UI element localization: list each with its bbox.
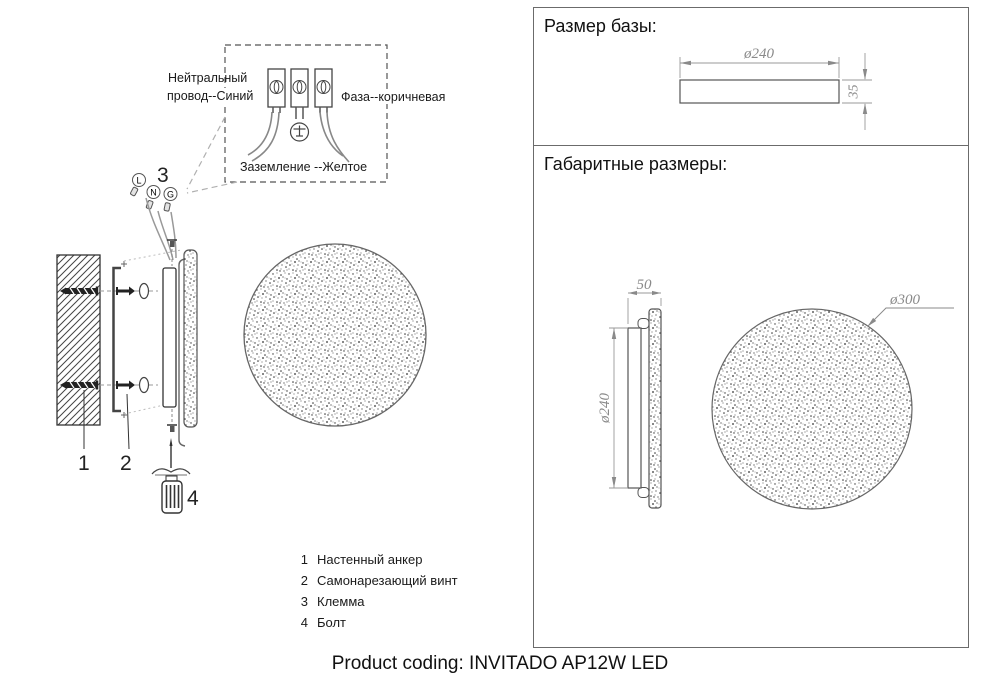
base-diameter-dim: ø240 (744, 46, 774, 62)
legend-label: Настенный анкер (317, 552, 423, 567)
callout-leader-2 (127, 394, 129, 449)
product-coding: Product coding: INVITADO AP12W LED (331, 653, 669, 674)
terminal-letter-L: L (136, 175, 142, 186)
terminal-block-ground (291, 69, 308, 119)
terminal-block-phase (315, 69, 332, 113)
crimp-connector (164, 202, 171, 211)
leader-line (187, 117, 225, 189)
lamp-cap-top (638, 319, 649, 329)
ground-wire-label: Заземление --Желтое (240, 160, 368, 174)
depth-dim: 50 (636, 277, 652, 293)
phase-wire-label: Фаза--коричневая (341, 90, 446, 104)
legend-item-bolt (296, 612, 458, 633)
lamp-front-view-dimensioned (712, 309, 912, 509)
callout-3: 3 (157, 164, 169, 187)
bracket-screw-mark-bottom (121, 412, 127, 418)
self-tapping-screw-lower (117, 378, 149, 393)
bracket-screw-mark-top (121, 261, 127, 267)
legend-num: 4 (300, 615, 308, 630)
base-size-title: Размер базы: (544, 16, 657, 36)
base-diameter-dim-side: ø240 (597, 393, 613, 423)
callout-4: 4 (187, 487, 199, 510)
lamp-cap-bottom (638, 488, 649, 498)
terminal-letter-G: G (166, 189, 175, 200)
lamp-shade-side (184, 250, 197, 427)
base-size-drawing (534, 8, 968, 144)
bolt-bottom (167, 409, 177, 432)
shade-diameter-dim: ø300 (890, 292, 920, 308)
neutral-wire-label-line2: провод--Синий (167, 89, 254, 103)
terminal-cluster (130, 164, 177, 260)
self-tapping-screw-upper (117, 284, 149, 299)
diameter-leader-line (868, 308, 955, 327)
legend-item-terminal (296, 591, 458, 612)
legend-num: 1 (300, 552, 308, 567)
terminal-block-neutral (268, 69, 285, 113)
callout-1: 1 (78, 452, 90, 475)
bolt-tool (152, 438, 190, 513)
crimp-connector (130, 187, 138, 196)
legend-item-screw (296, 570, 458, 591)
wall-section (57, 255, 100, 425)
neutral-wire-label-line1: Нейтральный (168, 71, 248, 85)
dimensions-panel (533, 7, 969, 648)
terminal-letter-N: N (150, 187, 157, 198)
overall-size-drawing (534, 146, 968, 526)
legend-label: Самонарезающий винт (317, 573, 458, 588)
wiring-detail-box (164, 45, 456, 193)
legend-item-anchor (296, 549, 458, 570)
overall-size-title: Габаритные размеры: (544, 154, 728, 174)
callout-2: 2 (120, 452, 132, 475)
legend-label: Болт (317, 615, 347, 630)
earth-ground-icon (291, 123, 309, 141)
leader-line (187, 182, 237, 193)
lamp-front-view (244, 244, 426, 426)
legend-num: 2 (300, 573, 308, 588)
base-thickness-dim: 35 (846, 84, 862, 99)
lamp-shade-side-view (649, 309, 661, 508)
lamp-base-side-view (628, 328, 641, 488)
parts-legend (296, 549, 458, 633)
legend-label: Клемма (317, 594, 365, 609)
overall-size-section (534, 146, 968, 647)
wall-assembly (57, 240, 199, 513)
legend-num: 3 (300, 594, 308, 609)
base-side-profile (680, 80, 839, 103)
installation-diagram (0, 0, 533, 545)
alignment-line (124, 405, 164, 414)
base-size-section (534, 8, 968, 146)
lamp-base-plate (163, 268, 176, 407)
